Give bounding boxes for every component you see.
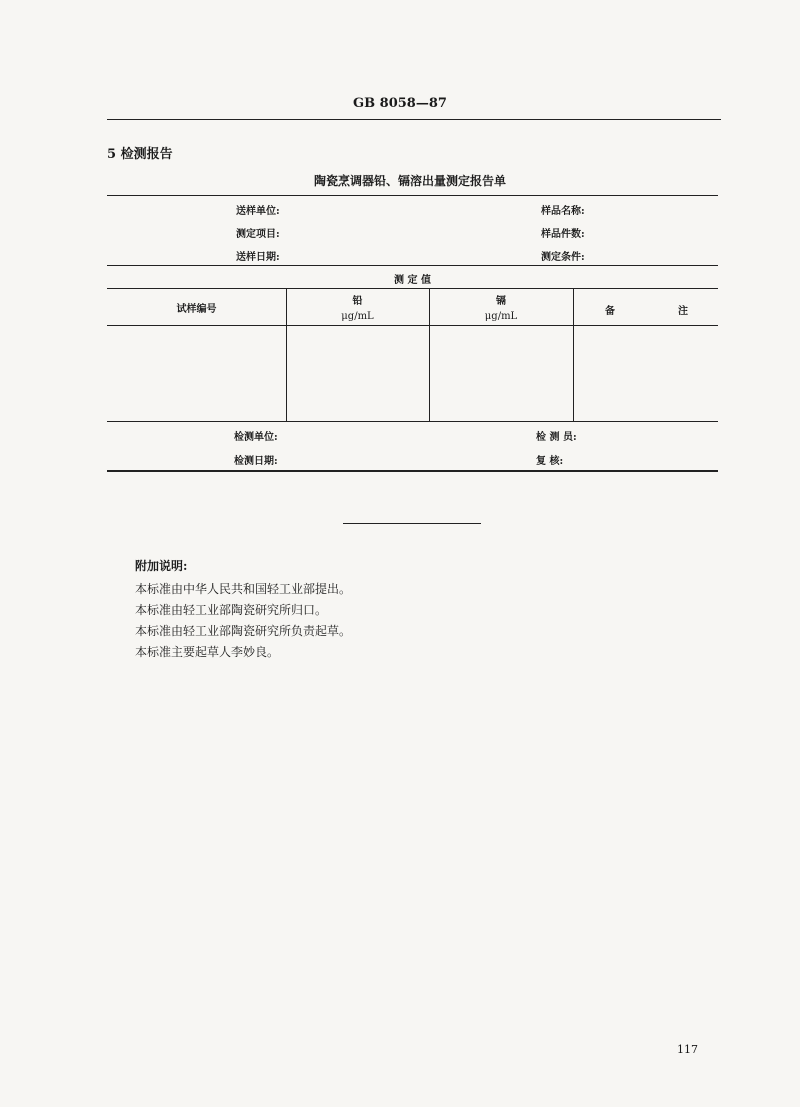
column-header-lead: 铅 (352, 296, 363, 307)
column-header-cadmium-unit: μg/mL (484, 311, 518, 322)
page-number: 117 (677, 1043, 698, 1056)
notes-line: 本标准主要起草人李妙良。 (135, 645, 280, 659)
column-divider-2 (429, 288, 430, 421)
data-bottom-rule (107, 421, 718, 422)
column-header-rule (107, 325, 718, 326)
info-label-test-conditions: 测定条件: (541, 252, 585, 263)
column-divider-1 (286, 288, 287, 421)
notes-line: 本标准由轻工业部陶瓷研究所归口。 (135, 603, 328, 617)
notes-line: 本标准由中华人民共和国轻工业部提出。 (135, 582, 352, 596)
measured-value-rule (107, 288, 718, 289)
header-rule (107, 119, 721, 120)
info-label-sending-unit: 送样单位: (236, 206, 280, 217)
info-label-test-item: 测定项目: (236, 229, 280, 240)
table-bottom-rule (107, 470, 718, 472)
column-header-remark-1: 备 (605, 306, 615, 317)
column-header-cadmium: 镉 (496, 296, 506, 307)
info-label-sample-count: 样品件数: (541, 229, 585, 240)
end-divider (343, 523, 481, 524)
info-bottom-rule (107, 265, 718, 266)
report-title: 陶瓷烹调器铅、镉溶出量测定报告单 (313, 174, 506, 188)
info-label-sample-name: 样品名称: (541, 206, 585, 217)
notes-heading: 附加说明: (135, 559, 188, 573)
info-label-sending-date: 送样日期: (236, 252, 280, 263)
column-header-lead-unit: μg/mL (341, 311, 374, 322)
footer-label-reviewer: 复 核: (536, 456, 564, 467)
measured-value-heading: 测 定 值 (394, 275, 431, 286)
column-header-sample-no: 试样编号 (176, 304, 217, 315)
table-top-rule (107, 195, 718, 196)
footer-label-inspector: 检 测 员: (536, 432, 577, 443)
column-header-remark-2: 注 (678, 306, 688, 317)
footer-label-test-date: 检测日期: (234, 456, 278, 467)
notes-line: 本标准由轻工业部陶瓷研究所负责起草。 (135, 624, 352, 638)
column-divider-3 (573, 288, 574, 421)
section-title: 5 检测报告 (107, 147, 173, 162)
document-header-code: GB 8058—87 (353, 96, 447, 111)
footer-label-test-unit: 检测单位: (234, 432, 278, 443)
